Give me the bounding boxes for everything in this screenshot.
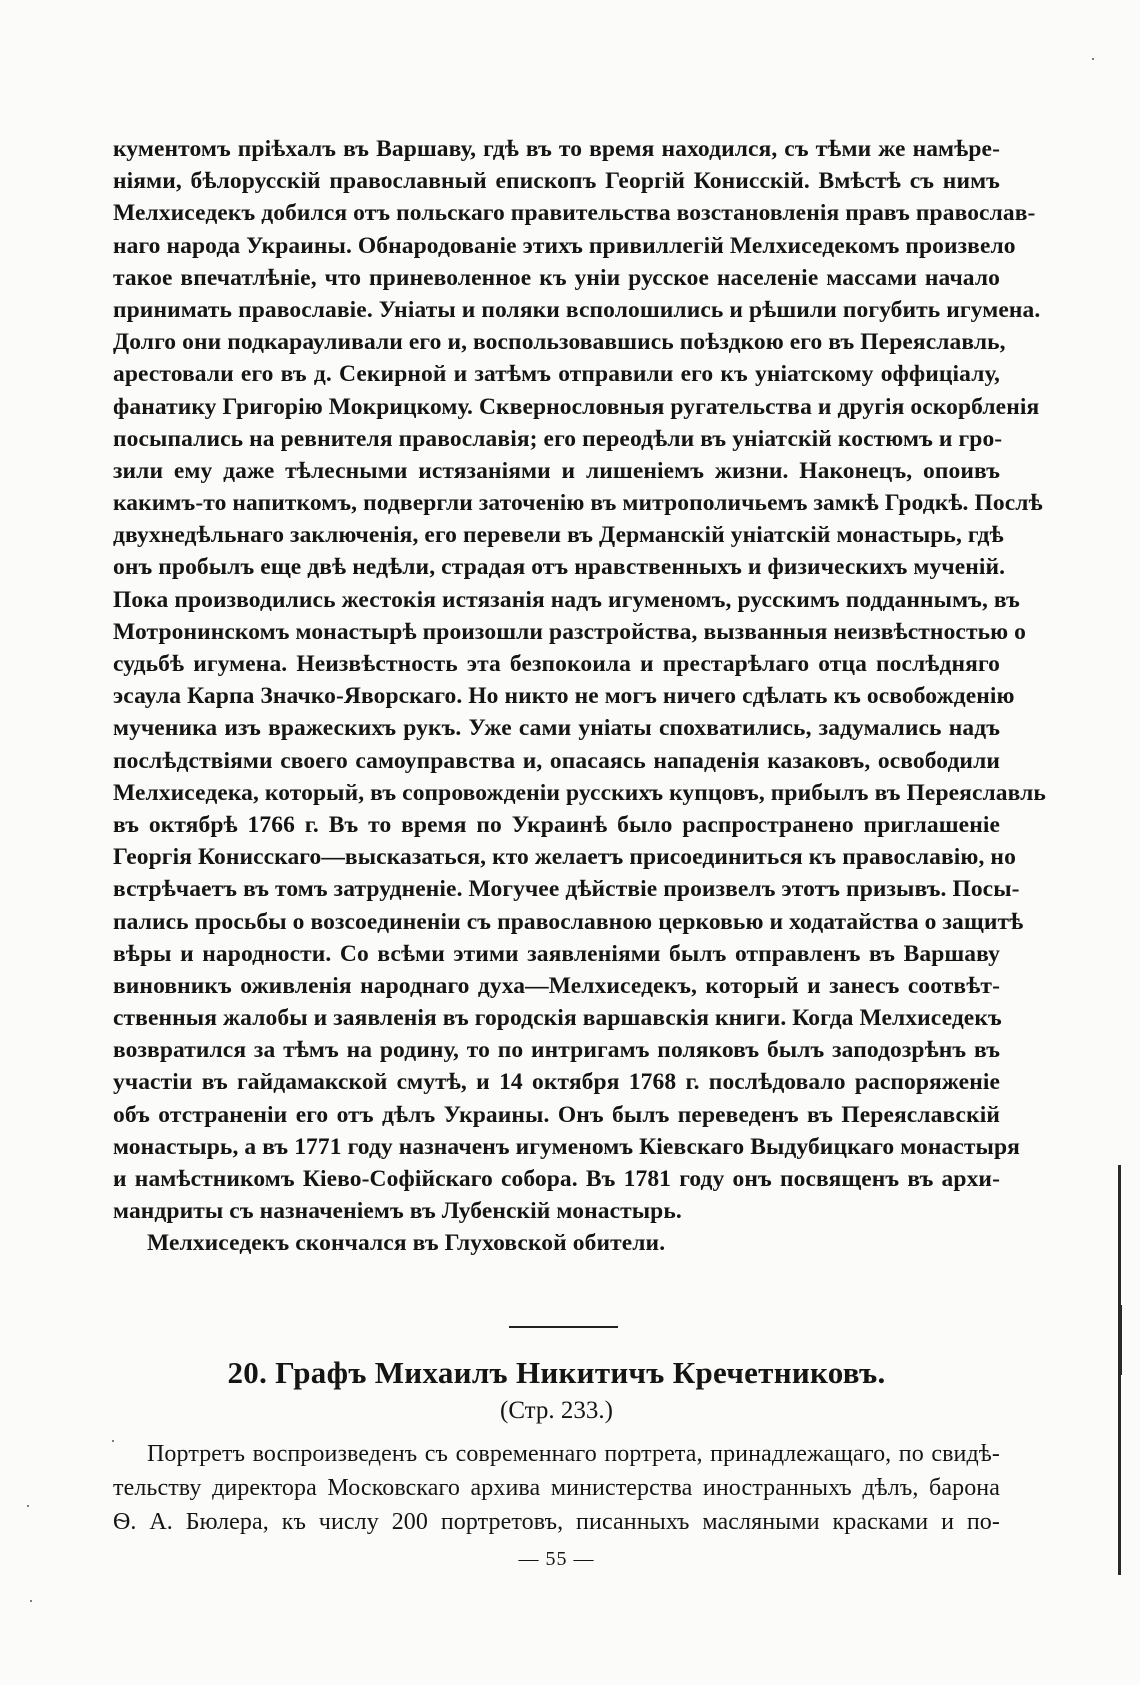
page-number: — 55 — [518, 1548, 595, 1570]
section-page-reference: (Стр. 233.) [500, 1397, 613, 1424]
section-text-block [113, 1437, 1000, 1539]
scan-speck [27, 1505, 29, 1507]
text-line: Пока производились жестокія истязанія надъ игуменомъ, русскимъ подданнымъ, въ [113, 586, 1020, 613]
text-line: Мелхиседекъ добился отъ польскаго правительства возстановленія правъ православ- [113, 200, 1036, 227]
text-line: ніями, бѣлорусскій православный епископъ Георгій Конисскій. Вмѣстѣ съ нимъ [113, 168, 1000, 195]
scan-speck [30, 1600, 32, 1602]
scan-speck [112, 1440, 114, 1442]
text-line: ственныя жалобы и заявленія въ городскія варшавскія книги. Когда Мелхиседекъ [113, 1005, 1002, 1032]
text-line: Мелхиседекъ скончался въ Глуховской обители. [147, 1230, 666, 1257]
text-line: вѣры и народности. Со всѣми этими заявленіями былъ отправленъ въ Варшаву [113, 940, 1000, 967]
text-line: Мелхиседека, который, въ сопровожденіи русскихъ купцовъ, прибылъ въ Переяславль [113, 779, 1046, 806]
text-line: судьбѣ игумена. Неизвѣстность эта безпокоила и престарѣлаго отца послѣдняго [113, 651, 1000, 677]
text-line: Георгія Конисскаго—высказаться, кто желаетъ присоединиться къ православію, но [113, 844, 1016, 871]
text-line: зили ему даже тѣлесными истязаніями и лишеніемъ жизни. Наконецъ, опоивъ [113, 457, 1000, 484]
text-line: объ отстраненіи его отъ дѣлъ Украины. Онъ былъ переведенъ въ Переяславскій [113, 1101, 1000, 1128]
text-line: какимъ-то напиткомъ, подвергли заточенію въ митрополичьемъ замкѣ Гродкѣ. Послѣ [113, 490, 1043, 517]
text-line: Портретъ воспроизведенъ съ современнаго портрета, принадлежащаго, по свидѣ- [147, 1441, 1000, 1467]
text-line: участіи въ гайдамакской смутѣ, и 14 октября 1768 г. послѣдовало распоряженіе [113, 1069, 1000, 1096]
text-line: принимать православіе. Уніаты и поляки всполошились и рѣшили погубить игумена. [113, 296, 1041, 323]
text-line: посыпались на ревнителя православія; его переодѣли въ уніатскій костюмъ и гро- [113, 425, 1003, 452]
text-line: и намѣстникомъ Кіево-Софійскаго собора. Въ 1781 году онъ посвященъ въ архи- [113, 1166, 1000, 1192]
text-line: онъ пробылъ еще двѣ недѣли, страдая отъ нравственныхъ и физическихъ мученій. [113, 554, 1006, 581]
text-line: пались просьбы о возсоединеніи съ православною церковью и ходатайства о защитѣ [113, 908, 1024, 935]
text-line: мандриты съ назначеніемъ въ Лубенскій монастырь. [113, 1198, 682, 1225]
text-line: въ октябрѣ 1766 г. Въ то время по Украинѣ было распространено приглашеніе [113, 811, 1000, 838]
text-line: кументомъ пріѣхалъ въ Варшаву, гдѣ въ то время находился, съ тѣми же намѣре- [113, 136, 1000, 162]
main-text-block [113, 133, 1046, 1260]
scan-speck [1092, 58, 1094, 60]
text-line: Долго они подкарауливали его и, воспользовавшись поѣздкою его въ Переяславль, [113, 329, 1006, 356]
text-line: арестовали его въ д. Секирной и затѣмъ отправили его къ уніатскому оффиціалу, [113, 361, 1000, 388]
text-line: виновникъ оживленія народнаго духа—Мелхиседекъ, который и занесъ соотвѣт- [113, 972, 1000, 999]
text-line: Мотронинскомъ монастырѣ произошли разстройства, вызванныя неизвѣстностью о [113, 618, 1027, 645]
text-line: двухнедѣльнаго заключенія, его перевели въ Дерманскій уніатскій монастырь, гдѣ [113, 522, 1004, 549]
scan-edge-mark [1118, 1305, 1122, 1375]
section-divider [509, 1326, 618, 1328]
text-line: монастырь, а въ 1771 году назначенъ игуменомъ Кіевскаго Выдубицкаго монастыря [113, 1133, 1020, 1160]
text-line: мученика изъ вражескихъ рукъ. Уже сами уніаты спохватились, задумались надъ [113, 715, 1000, 742]
text-line: фанатику Григорію Мокрицкому. Сквернословныя ругательства и другія оскорбленія [113, 393, 1040, 420]
text-line: встрѣчаетъ въ томъ затрудненіе. Могучее дѣйствіе произвелъ этотъ призывъ. Посы- [113, 876, 1020, 903]
text-line: послѣдствіями своего самоуправства и, опасаясь нападенія казаковъ, освободили [113, 747, 1000, 774]
text-line: наго народа Украины. Обнародованіе этихъ привиллегій Мелхиседекомъ произвело [113, 232, 1016, 259]
text-line: тельству директора Московскаго архива министерства иностранныхъ дѣлъ, барона [113, 1475, 1000, 1501]
text-line: возвратился за тѣмъ на родину, то по интригамъ поляковъ былъ заподозрѣнъ въ [113, 1037, 1000, 1064]
text-line: Ѳ. А. Бюлера, къ числу 200 портретовъ, писанныхъ масляными красками и по- [113, 1509, 1000, 1535]
text-line: эсаула Карпа Значко-Яворскаго. Но никто не могъ ничего сдѣлать къ освобожденію [113, 683, 1015, 710]
section-title: 20. Графъ Михаилъ Никитичъ Кречетниковъ. [227, 1355, 886, 1390]
text-line: такое впечатлѣніе, что приневоленное къ уніи русское населеніе массами начало [113, 264, 1000, 291]
